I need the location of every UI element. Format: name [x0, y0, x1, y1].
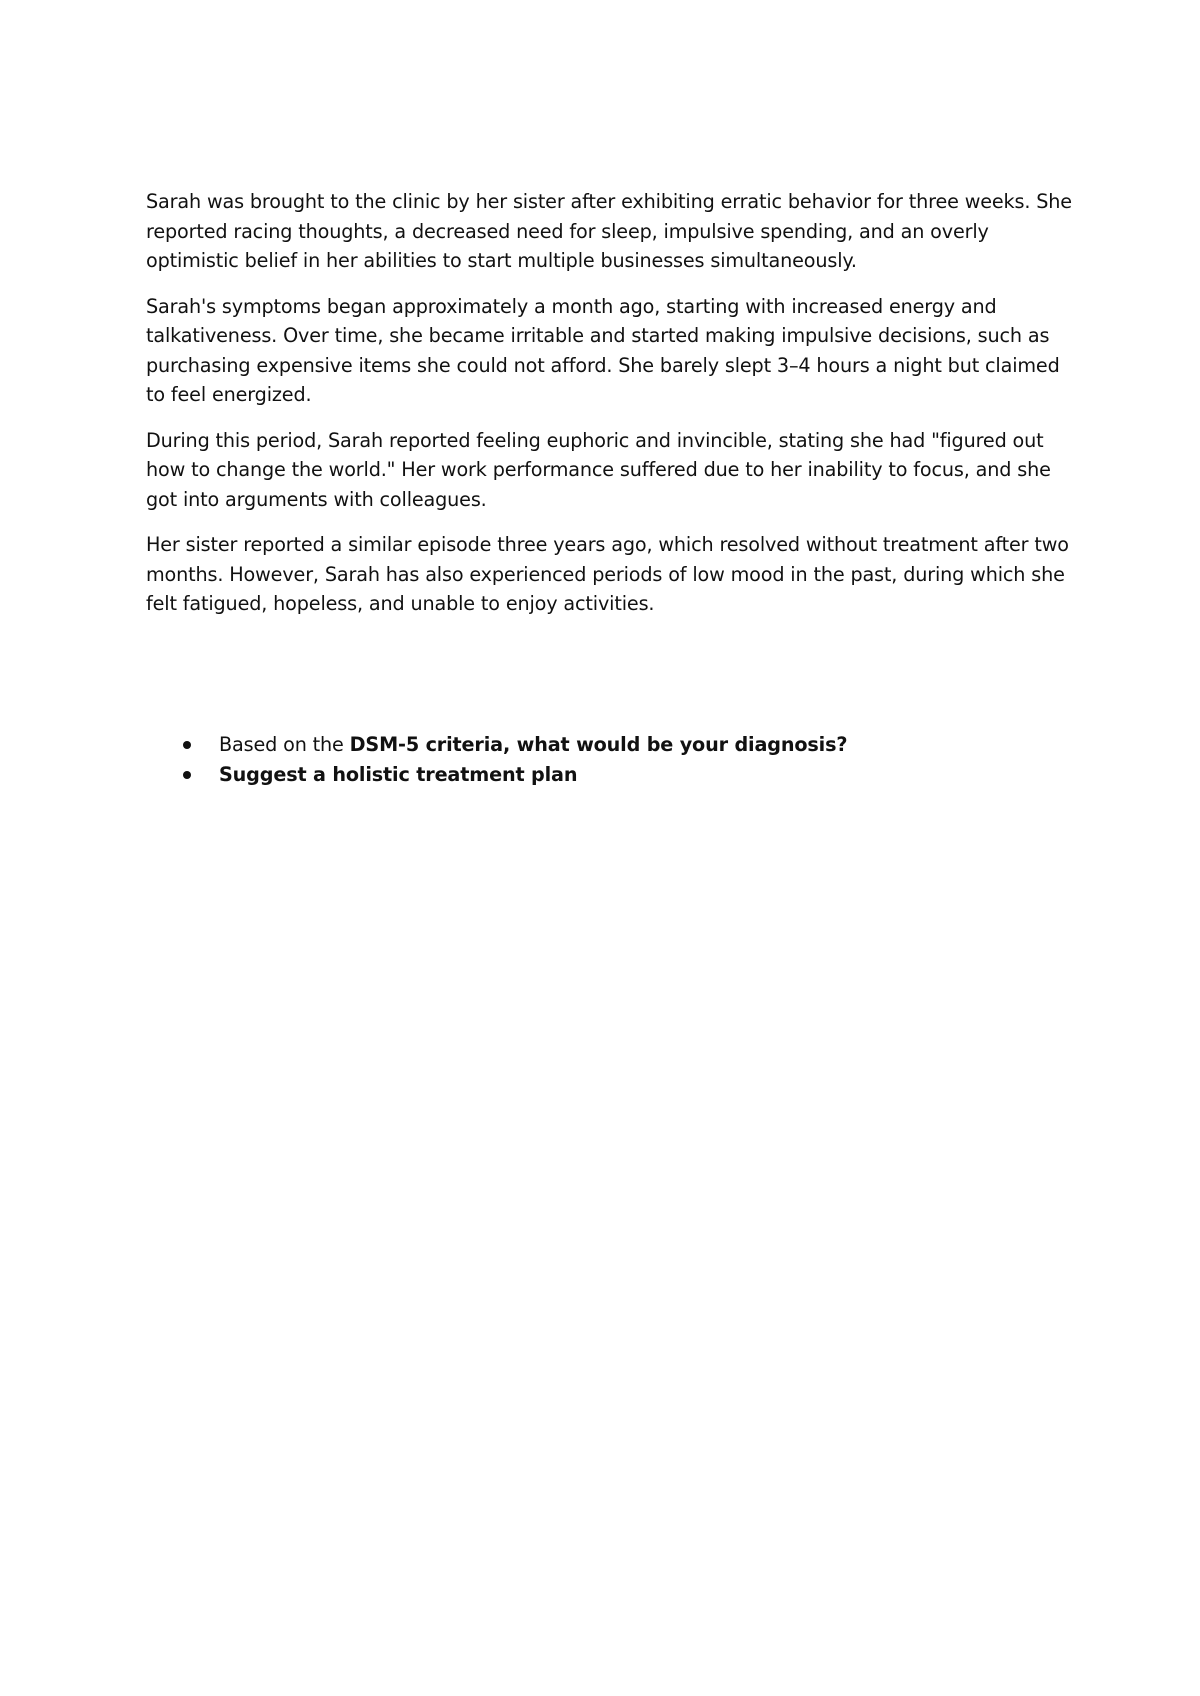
paragraph-presentation: Sarah was brought to the clinic by her sister after exhibiting erratic behavior for three weeks. She reported racing thoughts, a decreased need for sleep, impulsive spending, and an overly optimistic belief in her abilities to start multiple businesses simultaneously. [146, 190, 1072, 272]
bullet-icon [183, 741, 191, 749]
question-diagnosis-bold: DSM-5 criteria, what would be your diagnosis? [349, 733, 848, 756]
paragraph-symptom-onset: Sarah's symptoms began approximately a month ago, starting with increased energy and talkativeness. Over time, she became irritable and started making impulsive decisions, such as purchasing expensive items she could not afford. She barely slept 3–4 hours a night but claimed to feel energized. [146, 294, 1060, 406]
case-study-body [146, 187, 1076, 635]
question-diagnosis [183, 730, 1043, 760]
question-treatment-text: Suggest a holistic treatment plan [219, 763, 578, 786]
bullet-icon [183, 771, 191, 779]
question-treatment [183, 760, 1043, 790]
paragraph-euphoria: During this period, Sarah reported feeling euphoric and invincible, stating she had "figured out how to change the world." Her work performance suffered due to her inability to focus, and she got into arguments with colleagues. [146, 428, 1051, 511]
paragraph-history: Her sister reported a similar episode three years ago, which resolved without treatment after two months. However, Sarah has also experienced periods of low mood in the past, during which she felt fatigued, hopeless, and unable to enjoy activities. [146, 533, 1069, 615]
question-list [183, 730, 1043, 790]
question-diagnosis-prefix: Based on the [219, 733, 350, 756]
